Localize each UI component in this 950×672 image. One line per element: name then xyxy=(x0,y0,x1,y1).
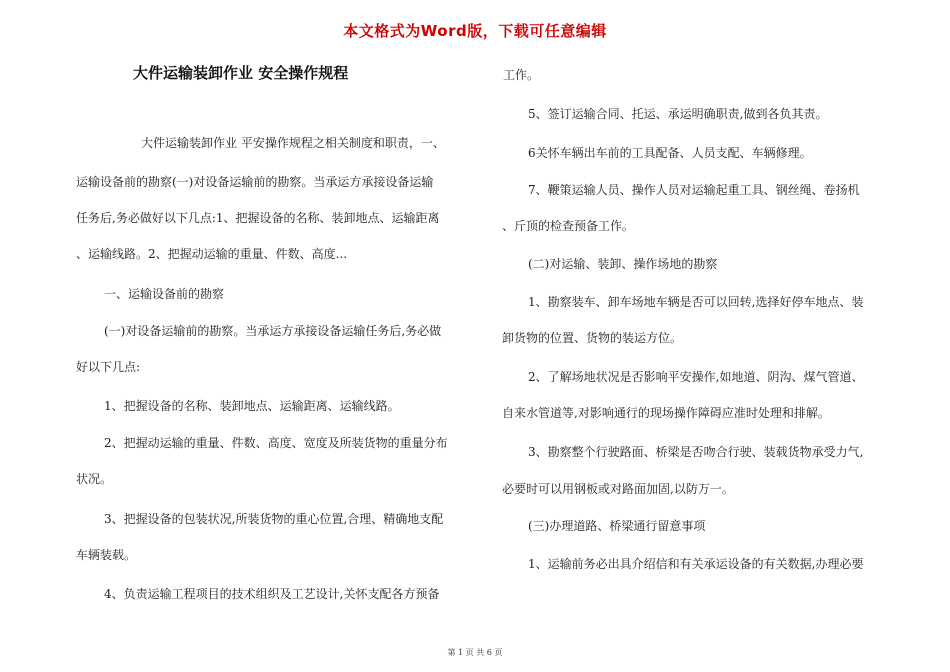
text-line: 卸货物的位置、货物的装运方位。 xyxy=(502,331,683,345)
text-line: 6关怀车辆出车前的工具配备、人员支配、车辆修理。 xyxy=(528,146,812,160)
word-format-banner: 本文格式为Word版，下载可任意编辑 xyxy=(343,22,607,40)
text-line: (一)对设备运输前的勘察。当承运方承接设备运输任务后,务必做 xyxy=(104,324,442,338)
text-line: 7、鞭策运输人员、操作人员对运输起重工具、钢丝绳、卷扬机 xyxy=(528,183,860,197)
text-line: 大件运输装卸作业 平安操作规程之相关制度和职责，一、 xyxy=(141,136,445,150)
text-line: 任务后,务必做好以下几点:1、把握设备的名称、装卸地点、运输距离 xyxy=(76,211,440,225)
document-title: 大件运输装卸作业 安全操作规程 xyxy=(133,64,349,82)
text-line: 4、负责运输工程项目的技术组织及工艺设计,关怀支配各方预备 xyxy=(104,587,440,601)
text-line: 3、把握设备的包装状况,所装货物的重心位置,合理、精确地支配 xyxy=(104,512,444,526)
text-line: 2、了解场地状况是否影响平安操作,如地道、阴沟、煤气管道、 xyxy=(528,370,864,384)
section-heading: (三)办理道路、桥梁通行留意事项 xyxy=(528,519,706,533)
text-line: 状况。 xyxy=(76,472,113,486)
text-line: 车辆装载。 xyxy=(76,548,137,562)
text-line: 3、勘察整个行驶路面、桥梁是否吻合行驶、装载货物承受力气, xyxy=(528,445,864,459)
text-line: 工作。 xyxy=(503,68,540,82)
text-line: 1、运输前务必出具介绍信和有关承运设备的有关数据,办理必要 xyxy=(528,557,864,571)
text-line: 自来水管道等,对影响通行的现场操作障碍应准时处理和排解。 xyxy=(502,406,830,420)
page-number-footer: 第 1 页 共 6 页 xyxy=(447,648,503,657)
text-line: 运输设备前的勘察(一)对设备运输前的勘察。当承运方承接设备运输 xyxy=(76,175,434,189)
section-heading: (二)对运输、装卸、操作场地的勘察 xyxy=(528,257,718,271)
text-line: 好以下几点: xyxy=(76,360,141,374)
text-line: 1、把握设备的名称、装卸地点、运输距离、运输线路。 xyxy=(104,399,400,413)
text-line: 、斤顶的检查预备工作。 xyxy=(502,219,635,233)
text-line: 、运输线路。2、把握动运输的重量、件数、高度... xyxy=(76,247,348,261)
section-heading: 一、运输设备前的勘察 xyxy=(104,287,225,301)
text-line: 必要时可以用钢板或对路面加固,以防万一。 xyxy=(502,482,734,496)
text-line: 1、勘察装车、卸车场地车辆是否可以回转,选择好停车地点、装 xyxy=(528,295,864,309)
text-line: 5、签订运输合同、托运、承运明确职责,做到各负其责。 xyxy=(528,107,828,121)
text-line: 2、把握动运输的重量、件数、高度、宽度及所装货物的重量分布 xyxy=(104,436,448,450)
